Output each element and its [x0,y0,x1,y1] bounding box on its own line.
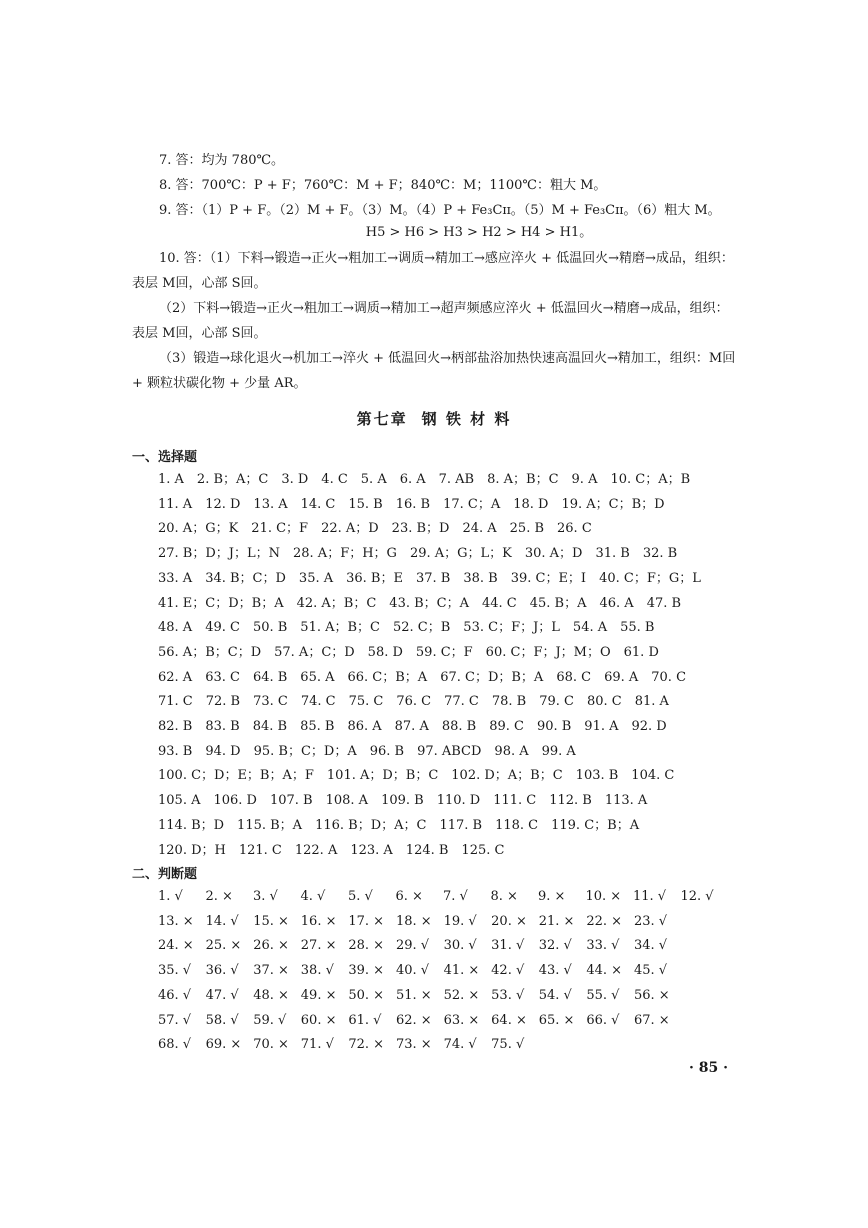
judge-item: 34. √ [633,938,668,954]
judge-item: 56. × [633,987,670,1003]
answer-8: 8. 答：700℃：P + F；760℃：M + F；840℃：M；1100℃：粗大 M。 [159,178,607,193]
judge-item: 37. × [253,963,289,979]
judge-item: 57. √ [158,1012,192,1028]
judge-item: 66. √ [586,1012,620,1028]
judge-item: 5. √ [348,889,373,904]
choice-line: 82. B 83. B 84. B 85. B 86. A 87. A 88. B 89. C 90. B 91. A 92. D [158,719,667,735]
judge-item: 58. √ [205,1012,239,1028]
judge-item: 21. × [538,913,575,929]
answer-10-part-3: （3）锻造→球化退火→机加工→淬火 + 低温回火→柄部盐浴加热快速高温回火→精加工，组织：M回 + 颗粒状碳化物 + 少量 AR。 [132,351,736,391]
judge-item: 67. × [633,1012,670,1028]
choice-line: 11. A 12. D 13. A 14. C 15. B 16. B 17. C；A 18. D 19. A；C；B；D [158,496,665,512]
judge-item: 26. × [253,938,289,954]
choice-line: 27. B；D；J；L；N 28. A；F；H；G 29. A；G；L；K 30. A；D 31. B 32. B [158,546,678,562]
judge-item: 41. × [443,963,480,979]
judge-row [158,1009,728,1034]
judge-item: 72. × [348,1037,385,1053]
choice-line: 20. A；G；K 21. C；F 22. A；D 23. B；D 24. A 25. B 26. C [158,521,592,537]
judge-item: 25. × [205,938,242,954]
judge-item: 54. √ [538,987,572,1003]
judge-item: 68. √ [158,1037,192,1053]
answer-9: 9. 答：（1）P + F。（2）M + F。（3）M。（4）P + Fe₃Cɪɪ。（5）M + Fe₃Cɪɪ。（6）粗大 M。 [159,203,721,218]
judge-item: 39. × [348,963,385,979]
choice-line: 100. C；D；E；B；A；F 101. A；D；B；C 102. D；A；B；C 103. B 104. C [158,768,675,784]
judge-item: 12. √ [680,889,714,904]
judge-item: 75. √ [491,1037,525,1053]
judge-item: 73. × [395,1037,432,1053]
choice-line: 93. B 94. D 95. B；C；D；A 96. B 97. ABCD 98. A 99. A [158,743,576,759]
judge-item: 14. √ [205,913,239,929]
choice-line: 105. A 106. D 107. B 108. A 109. B 110. D 111. C 112. B 113. A [158,793,648,809]
judge-item: 44. × [586,963,623,979]
judge-item: 17. × [348,913,385,929]
judge-item: 70. × [253,1037,289,1053]
judge-item: 40. √ [395,963,430,979]
judge-item: 42. √ [491,963,525,979]
judge-item: 13. × [158,913,194,929]
section-choice-title: 一、选择题 [132,450,198,465]
judge-item: 22. × [586,913,623,929]
answers-7-9 [132,148,740,223]
judge-item: 23. √ [633,913,668,929]
judge-item: 8. × [490,889,518,904]
judge-item: 27. × [300,938,337,954]
judge-item: 62. × [395,1012,432,1028]
judge-item: 47. √ [205,987,239,1003]
choice-answers [158,468,728,863]
judge-item: 20. × [491,913,527,929]
judge-item: 52. × [443,987,480,1003]
judge-item: 50. × [348,987,385,1003]
choice-line: 114. B；D 115. B；A 116. B；D；A；C 117. B 118. C 119. C；B；A [158,817,640,833]
judge-item: 36. √ [205,963,239,979]
chapter-title [0,408,868,429]
judge-item: 32. √ [538,938,572,954]
choice-line: 120. D；H 121. C 122. A 123. A 124. B 125. C [158,842,505,858]
judge-answers [158,885,728,1058]
judge-item: 49. × [300,987,337,1003]
answer-7: 7. 答：均为 780℃。 [159,153,285,168]
judge-item: 28. × [348,938,385,954]
judge-row [158,1033,728,1058]
judge-item: 55. √ [586,987,620,1003]
judge-item: 43. √ [538,963,572,979]
judge-item: 38. √ [300,963,334,979]
answer-10-part-1: 10. 答：（1）下料→锻造→正火→粗加工→调质→精加工→感应淬火 + 低温回火→精磨→成品，组织：表层 M回，心部 S回。 [132,251,734,291]
judge-item: 61. √ [348,1012,382,1028]
choice-line: 48. A 49. C 50. B 51. A；B；C 52. C；B 53. C；F；J；L 54. A 55. B [158,620,655,636]
choice-line: 1. A 2. B；A；C 3. D 4. C 5. A 6. A 7. AB 8. A；B；C 9. A 10. C；A；B [158,472,691,487]
judge-item: 24. × [158,938,194,954]
judge-item: 19. √ [443,913,477,929]
judge-item: 31. √ [491,938,525,954]
judge-item: 6. × [395,889,423,904]
judge-item: 9. × [538,889,566,904]
judge-row [158,934,728,959]
judge-row [158,885,728,910]
judge-item: 60. × [300,1012,337,1028]
judge-item: 74. √ [443,1037,477,1053]
judge-item: 65. × [538,1012,575,1028]
judge-item: 11. √ [633,889,667,904]
judge-row [158,910,728,935]
choice-line: 71. C 72. B 73. C 74. C 75. C 76. C 77. C 78. B 79. C 80. C 81. A [158,694,669,710]
answer-10-part-2: （2）下料→锻造→正火→粗加工→调质→精加工→超声频感应淬火 + 低温回火→精磨→成品，组织：表层 M回，心部 S回。 [132,301,729,341]
judge-item: 63. × [443,1012,480,1028]
judge-row [158,959,728,984]
judge-item: 7. √ [443,889,468,904]
choice-line: 41. E；C；D；B；A 42. A；B；C 43. B；C；A 44. C 45. B；A 46. A 47. B [158,595,682,611]
judge-item: 69. × [205,1037,242,1053]
judge-item: 3. √ [253,889,278,904]
judge-item: 48. × [253,987,289,1003]
chapter-name: 钢 铁 材 料 [421,410,512,428]
judge-item: 46. √ [158,987,192,1003]
judge-item: 16. × [300,913,337,929]
judge-item: 45. √ [633,963,668,979]
judge-item: 18. × [395,913,432,929]
page-number: · 85 · [689,1060,728,1076]
judge-row [158,984,728,1009]
judge-item: 29. √ [395,938,430,954]
choice-line: 62. A 63. C 64. B 65. A 66. C；B；A 67. C；D；B；A 68. C 69. A 70. C [158,669,687,685]
judge-item: 33. √ [586,938,620,954]
judge-item: 30. √ [443,938,477,954]
chapter-number: 第七章 [356,410,408,428]
judge-item: 15. × [253,913,289,929]
hardness-order: H5 > H6 > H3 > H2 > H4 > H1。 [365,225,593,240]
section-judge-title: 二、判断题 [132,867,198,882]
judge-item: 64. × [491,1012,527,1028]
judge-item: 71. √ [300,1037,334,1053]
judge-item: 2. × [205,889,233,904]
choice-line: 33. A 34. B；C；D 35. A 36. B；E 37. B 38. B 39. C；E；I 40. C；F；G；L [158,570,701,586]
judge-item: 1. √ [158,889,183,904]
judge-item: 53. √ [491,987,525,1003]
judge-item: 59. √ [253,1012,287,1028]
judge-item: 35. √ [158,963,192,979]
judge-item: 10. × [585,889,622,904]
judge-item: 4. √ [300,889,326,904]
judge-item: 51. × [395,987,432,1003]
choice-line: 56. A；B；C；D 57. A；C；D 58. D 59. C；F 60. C；F；J；M；O 61. D [158,644,659,660]
answer-10 [132,246,740,396]
